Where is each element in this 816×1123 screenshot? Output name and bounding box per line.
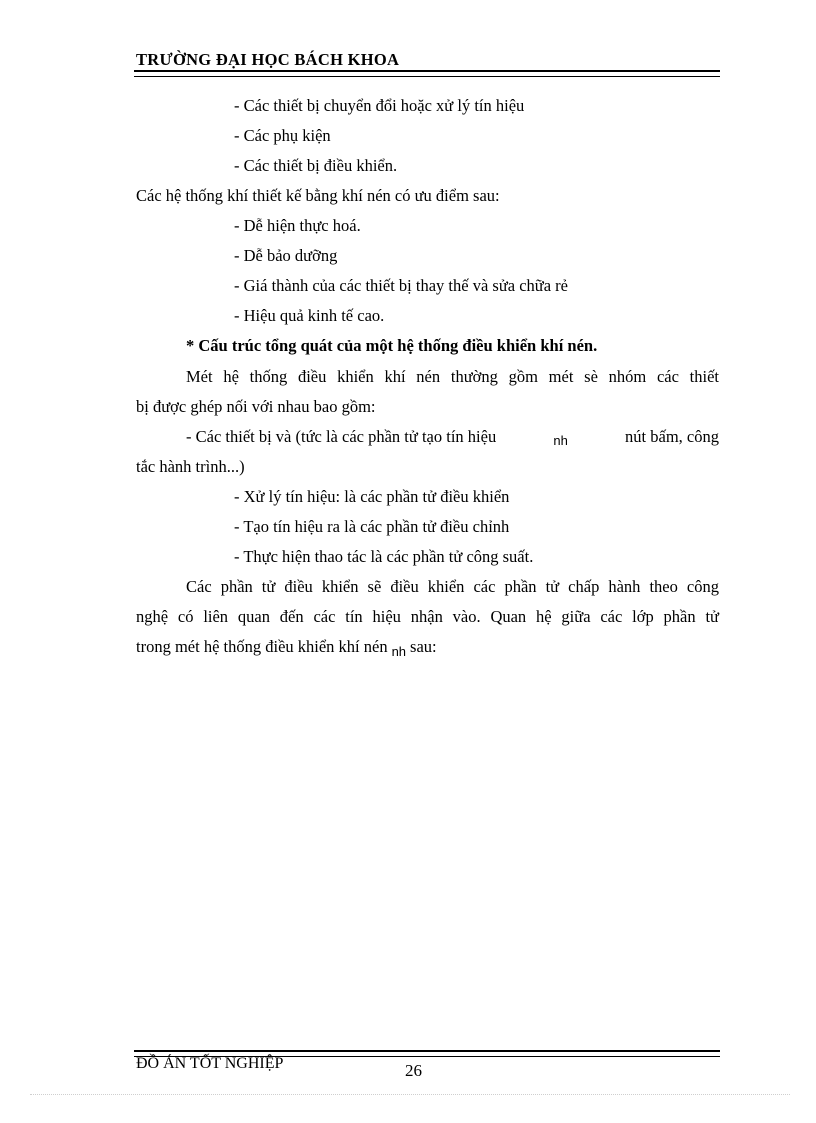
bullet-signal-processing: - Các thiết bị chuyển đổi hoặc xử lý tín hiệu <box>234 96 525 115</box>
paragraph-1-line-2: bị được ghép nối với nhau bao gồm: <box>136 397 376 416</box>
bullet-output-signal: - Tạo tín hiệu ra là các phần tử điều chỉnh <box>234 517 510 536</box>
page-header-title: TRƯỜNG ĐẠI HỌC BÁCH KHOA <box>136 50 400 69</box>
header-rule <box>134 70 720 77</box>
paragraph-2-line-1 <box>186 427 719 447</box>
bullet-control-devices: - Các thiết bị điều khiển. <box>234 156 398 175</box>
paragraph-2-text-start: - Các thiết bị và (tức là các phần tử tạo tín hiệu <box>186 427 497 446</box>
advantages-intro: Các hệ thống khí thiết kế bằng khí nén có ưu điểm sau: <box>136 186 500 205</box>
paragraph-3-line-1: Các phần tử điều khiển sẽ điều khiển các phần tử chấp hành theo công <box>186 577 719 596</box>
advantage-cheap-parts: - Giá thành của các thiết bị thay thế và sửa chữa rẻ <box>234 276 568 295</box>
paragraph-3-line-3 <box>136 637 437 658</box>
bullet-signal-process: - Xử lý tín hiệu: là các phần tử điều khiển <box>234 487 510 506</box>
paragraph-2-nh-fragment: nh <box>553 433 568 448</box>
advantage-economic: - Hiệu quả kinh tế cao. <box>234 306 385 325</box>
footer-title: ĐỒ ÁN TỐT NGHIỆP <box>136 1055 284 1072</box>
page-number: 26 <box>405 1061 422 1080</box>
paragraph-2-line-2: tắc hành trình...) <box>136 457 245 476</box>
bullet-execution: - Thực hiện thao tác là các phần tử công suất. <box>234 547 534 566</box>
paragraph-3-text-end: sau: <box>410 637 437 656</box>
paragraph-2-text-end: nút bấm, công <box>625 427 719 446</box>
paragraph-3-nh-fragment: nh <box>391 644 407 659</box>
paragraph-1-line-1: Mét hệ thống điều khiển khí nén thường gồm mét sè nhóm các thiết <box>186 367 719 386</box>
paragraph-3-text-start: trong mét hệ thống điều khiển khí nén <box>136 637 388 656</box>
bullet-accessories: - Các phụ kiện <box>234 126 331 145</box>
paragraph-3-line-2: nghệ có liên quan đến các tín hiệu nhận vào. Quan hệ giữa các lớp phần tử <box>136 607 719 626</box>
advantage-easy-implement: - Dễ hiện thực hoá. <box>234 216 361 235</box>
advantage-easy-maintain: - Dễ bảo dưỡng <box>234 246 338 265</box>
section-heading: * Cấu trúc tổng quát của một hệ thống điều khiển khí nén. <box>186 336 598 355</box>
page-bottom-dotted-line <box>30 1094 790 1095</box>
